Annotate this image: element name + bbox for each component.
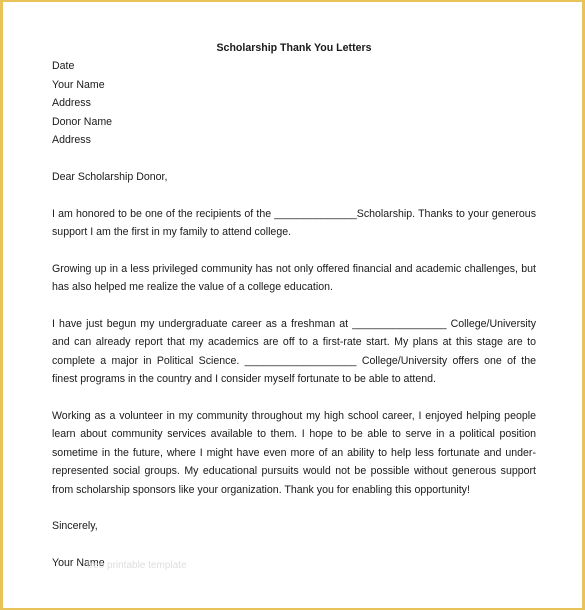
paragraph-3: I have just begun my undergraduate career as a freshman at ________________ College/University and can already report that my academics are off to a first-rate start. My plans at this stage are to complete a major in Political Science. ___________________ College/University offers one of the finest programs in the country and I consider myself fortunate to be able to attend. — [52, 318, 536, 386]
paragraph-2: Growing up in a less privileged community has not only offered financial and academic challenges, but has also helped me realize the value of a college education. — [52, 263, 536, 294]
paragraph-4: Working as a volunteer in my community throughout my high school career, I enjoyed helping people learn about community services available to them. I hope to be able to serve in a political position sometime in the future, where I might have even more of an ability to help less fortunate and under-represented social groups. My educational pursuits would not be possible without generous support from scholarship sponsors like your organization. Thank you for enabling this opportunity! — [52, 410, 536, 496]
header-your-address: Address — [52, 97, 91, 109]
paragraph-1: I am honored to be one of the recipients of the ______________Scholarship. Thanks to your generous support I am the first in my family to attend college. — [52, 208, 536, 239]
closing: Sincerely, — [52, 520, 98, 532]
letter-title: Scholarship Thank You Letters — [216, 42, 372, 54]
salutation: Dear Scholarship Donor, — [52, 171, 168, 183]
signature-name: Your Name — [52, 557, 105, 569]
header-donor-name: Donor Name — [52, 116, 113, 128]
header-date: Date — [52, 60, 75, 72]
watermark-text: free printable template — [87, 560, 187, 571]
header-your-name: Your Name — [52, 79, 105, 91]
header-donor-address: Address — [52, 134, 91, 146]
